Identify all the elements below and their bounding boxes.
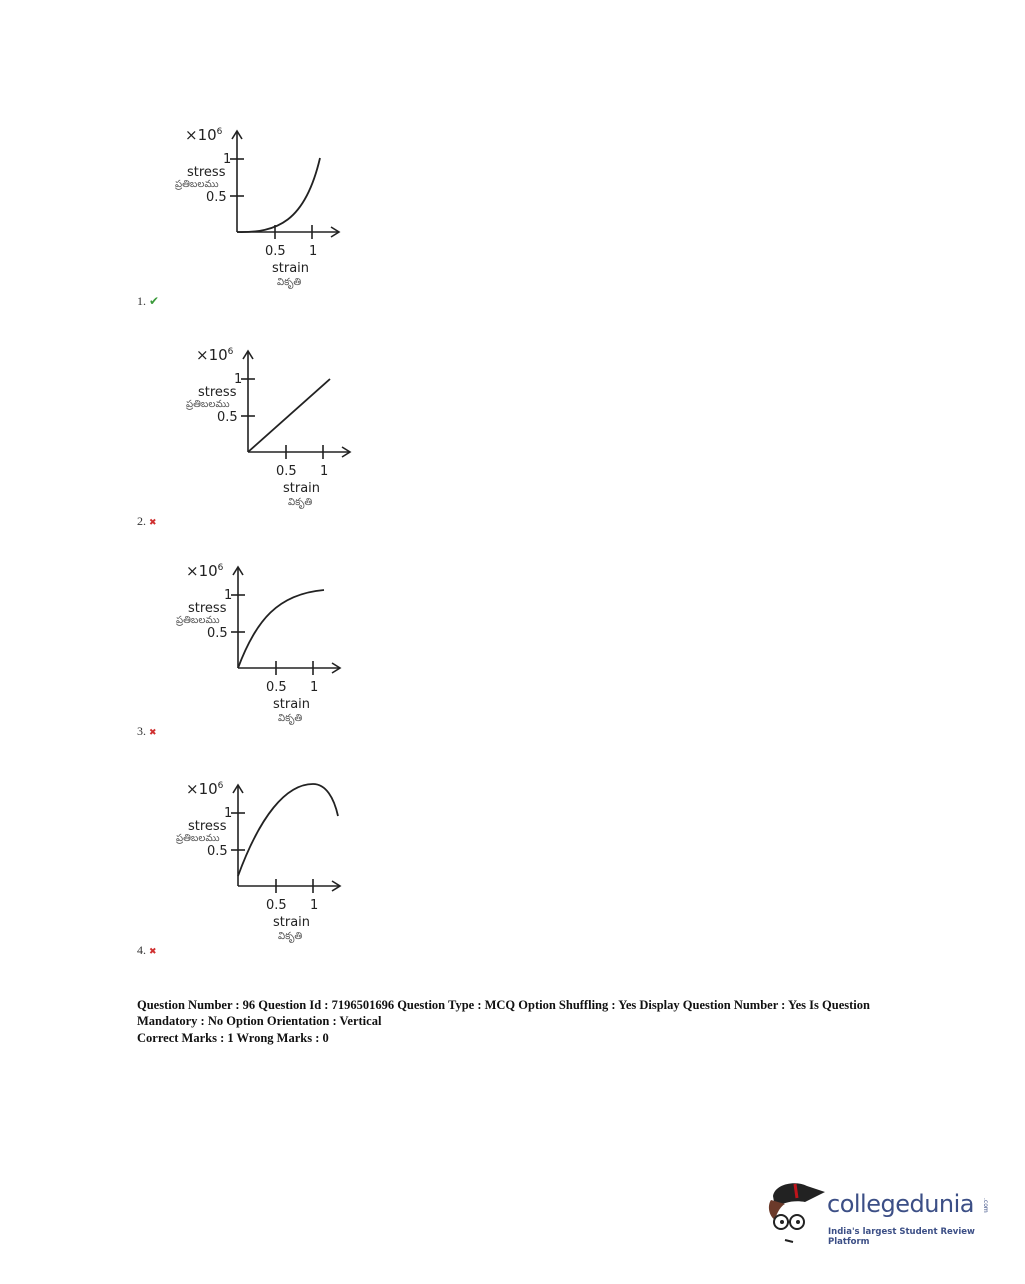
y-tick-1: 1 bbox=[224, 806, 233, 821]
y-axis-label: stress bbox=[188, 601, 227, 616]
y-tick-half: 0.5 bbox=[206, 190, 227, 205]
x-axis-label-telugu: వికృతి bbox=[277, 277, 302, 288]
y-axis-label: stress bbox=[188, 819, 227, 834]
cross-icon: ✖ bbox=[149, 727, 157, 737]
multiplier-label: $\times 10^6$ bbox=[186, 562, 224, 580]
x-tick-half: 0.5 bbox=[266, 898, 287, 913]
y-axis-label: stress bbox=[187, 165, 226, 180]
y-tick-1: 1 bbox=[224, 588, 233, 603]
option-2[interactable]: 2. ✖ bbox=[137, 514, 157, 528]
graph-axes bbox=[128, 558, 358, 733]
check-icon: ✔ bbox=[149, 294, 160, 308]
graph-axes bbox=[138, 342, 368, 517]
y-axis-label-telugu: ప్రతిబలము bbox=[175, 179, 219, 190]
x-axis-label-telugu: వికృతి bbox=[278, 713, 303, 724]
option-1[interactable]: 1. ✔ bbox=[137, 294, 160, 308]
y-axis-label: stress bbox=[198, 385, 237, 400]
y-tick-half: 0.5 bbox=[207, 626, 228, 641]
y-tick-half: 0.5 bbox=[217, 410, 238, 425]
option-4[interactable]: 4. ✖ bbox=[137, 943, 157, 957]
y-axis-label-telugu: ప్రతిబలము bbox=[186, 399, 230, 410]
graph-axes bbox=[127, 122, 357, 297]
x-axis-label: strain bbox=[272, 261, 310, 276]
x-axis-label: strain bbox=[283, 481, 321, 496]
y-axis-label-telugu: ప్రతిబలము bbox=[176, 615, 220, 626]
x-axis-label-telugu: వికృతి bbox=[288, 497, 313, 508]
stress-strain-curve bbox=[248, 379, 330, 452]
x-tick-1: 1 bbox=[310, 680, 319, 695]
multiplier-label: $\times 10^6$ bbox=[196, 346, 234, 364]
stress-strain-graph-option-2 bbox=[138, 342, 368, 517]
x-tick-1: 1 bbox=[320, 464, 329, 479]
y-tick-1: 1 bbox=[223, 152, 232, 167]
cross-icon: ✖ bbox=[149, 946, 157, 956]
stress-strain-graph-option-1 bbox=[127, 122, 357, 297]
x-tick-1: 1 bbox=[310, 898, 319, 913]
stress-strain-curve bbox=[238, 590, 324, 668]
graph-axes bbox=[128, 776, 358, 951]
stress-strain-curve bbox=[238, 784, 338, 876]
brand-name: collegedunia bbox=[827, 1190, 975, 1218]
stress-strain-graph-option-4 bbox=[128, 776, 358, 951]
y-axis-label-telugu: ప్రతిబలము bbox=[176, 833, 220, 844]
stress-strain-graph-option-3 bbox=[128, 558, 358, 733]
multiplier-label: $\times 10^6$ bbox=[185, 126, 223, 144]
question-metadata: Question Number : 96 Question Id : 7196501696 Question Type : MCQ Option Shuffling : Yes Display Question Number : Yes Is Question Mandatory : No Option Orientation : Vertical bbox=[137, 998, 870, 1028]
multiplier-label: $\times 10^6$ bbox=[186, 780, 224, 798]
x-axis-label: strain bbox=[273, 697, 311, 712]
option-3[interactable]: 3. ✖ bbox=[137, 724, 157, 738]
y-tick-1: 1 bbox=[234, 372, 243, 387]
collegedunia-logo bbox=[765, 1176, 995, 1246]
x-axis-label: strain bbox=[273, 915, 311, 930]
brand-suffix: .com bbox=[982, 1198, 989, 1213]
x-tick-half: 0.5 bbox=[266, 680, 287, 695]
x-tick-half: 0.5 bbox=[265, 244, 286, 259]
marks-info: Correct Marks : 1 Wrong Marks : 0 bbox=[137, 1031, 329, 1045]
stress-strain-curve bbox=[237, 158, 320, 232]
y-tick-half: 0.5 bbox=[207, 844, 228, 859]
x-tick-1: 1 bbox=[309, 244, 318, 259]
x-axis-label-telugu: వికృతి bbox=[278, 931, 303, 942]
brand-tagline: India's largest Student Review Platform bbox=[828, 1227, 975, 1247]
x-tick-half: 0.5 bbox=[276, 464, 297, 479]
cross-icon: ✖ bbox=[149, 517, 157, 527]
mascot-icon bbox=[765, 1176, 827, 1246]
